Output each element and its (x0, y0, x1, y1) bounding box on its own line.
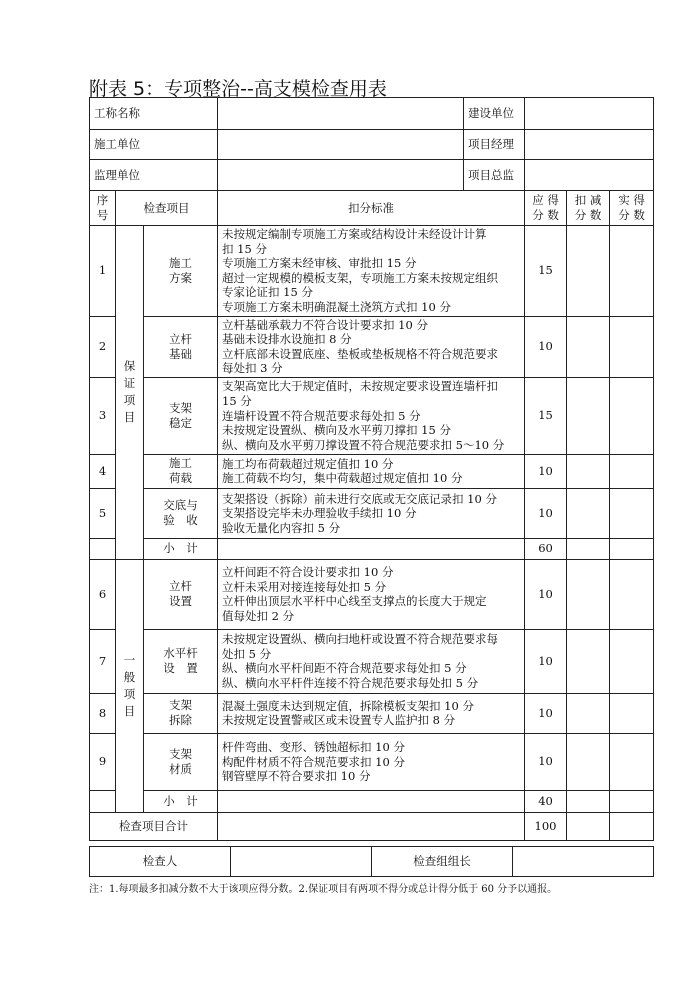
row-score: 10 (525, 488, 567, 538)
builder-label: 建设单位 (464, 98, 525, 130)
group-guarantee: 保 证 项 目 (116, 226, 144, 560)
row-score: 10 (525, 559, 567, 629)
subtotal-deduct-field[interactable] (567, 790, 610, 812)
row-item: 支架 拆除 (144, 693, 218, 733)
criteria-line: 值每处扣 2 分 (222, 609, 295, 624)
criteria-line: 未按规定设置纵、横向及水平剪刀撑扣 15 分 (222, 423, 451, 438)
row-item: 交底与 验 收 (144, 488, 218, 538)
footnote: 注：1.每项最多扣减分数不大于该项应得分数。2.保证项目有两项不得分或总计得分低于 60 分予以通报。 (89, 884, 558, 895)
criteria-line: 支架搭设（拆除）前未进行交底或无交底记录扣 10 分 (222, 491, 497, 506)
row-no: 2 (90, 316, 116, 377)
row-score: 10 (525, 316, 567, 377)
table-row (90, 316, 654, 377)
team-leader-field[interactable] (513, 847, 654, 877)
criteria-line: 立杆未采用对接连接每处扣 5 分 (222, 579, 387, 594)
row-score: 10 (525, 733, 567, 790)
row-criteria (218, 377, 525, 454)
criteria-line: 杆件弯曲、变形、锈蚀超标扣 10 分 (222, 740, 405, 755)
row-score: 10 (525, 454, 567, 488)
row-item: 支架 稳定 (144, 377, 218, 454)
criteria-line: 扣 15 分 (222, 241, 267, 256)
row-score: 10 (525, 693, 567, 733)
empty-cell (90, 538, 116, 559)
subtotal-label: 小 计 (144, 538, 218, 559)
page-title: 附表 5：专项整治--高支模检查用表 (89, 78, 387, 100)
criteria-line: 未按规定编制专项施工方案或结构设计未经设计计算 (222, 227, 487, 241)
criteria-line: 15 分 (222, 394, 252, 409)
col-actual: 实 得 分 数 (610, 191, 654, 226)
subtotal-label: 小 计 (144, 790, 218, 812)
criteria-line: 每处扣 3 分 (222, 361, 283, 376)
subtotal-row (90, 790, 654, 812)
col-criteria: 扣分标准 (218, 191, 525, 226)
criteria-line: 立杆间距不符合设计要求扣 10 分 (222, 565, 394, 580)
chief-field[interactable] (525, 160, 654, 191)
criteria-line: 纵、横向水平杆件连接不符合规范要求每处扣 5 分 (222, 676, 479, 691)
row-actual-field[interactable] (610, 454, 654, 488)
inspector-field[interactable] (231, 847, 372, 877)
criteria-line: 钢管壁厚不符合要求扣 10 分 (222, 769, 371, 784)
signature-table (89, 846, 654, 877)
row-criteria (218, 693, 525, 733)
builder-field[interactable] (525, 98, 654, 130)
supervisor-label: 监理单位 (90, 160, 218, 191)
table-row (90, 377, 654, 454)
row-no: 5 (90, 488, 116, 538)
supervisor-field[interactable] (218, 160, 464, 191)
row-criteria (218, 316, 525, 377)
empty-cell (218, 812, 525, 840)
subtotal-value: 60 (525, 538, 567, 559)
row-criteria (218, 629, 525, 693)
subtotal-deduct-field[interactable] (567, 538, 610, 559)
row-item: 支架 材质 (144, 733, 218, 790)
row-actual-field[interactable] (610, 377, 654, 454)
row-deduct-field[interactable] (567, 693, 610, 733)
group-general: 一 般 项 目 (116, 559, 144, 812)
row-criteria (218, 226, 525, 317)
empty-cell (218, 790, 525, 812)
criteria-line: 纵、横向及水平剪刀撑设置不符合规范要求扣 5～10 分 (222, 437, 505, 452)
team-leader-label: 检查组组长 (372, 847, 513, 877)
project-name-label: 工称名称 (90, 98, 218, 130)
row-item: 立杆 设置 (144, 559, 218, 629)
row-deduct-field[interactable] (567, 377, 610, 454)
row-item: 立杆 基础 (144, 316, 218, 377)
criteria-line: 纵、横向水平杆间距不符合规范要求每处扣 5 分 (222, 661, 467, 676)
subtotal-row (90, 538, 654, 559)
col-no: 序 号 (90, 191, 116, 226)
row-score: 15 (525, 226, 567, 317)
row-actual-field[interactable] (610, 226, 654, 317)
row-no: 4 (90, 454, 116, 488)
criteria-line: 验收无量化内容扣 5 分 (222, 520, 341, 535)
col-due: 应 得 分 数 (525, 191, 567, 226)
row-no: 9 (90, 733, 116, 790)
subtotal-actual-field[interactable] (610, 538, 654, 559)
total-actual-field[interactable] (610, 812, 654, 840)
criteria-line: 连墙杆设置不符合规范要求每处扣 5 分 (222, 408, 421, 423)
criteria-line: 混凝土强度未达到规定值，拆除模板支架扣 10 分 (222, 698, 474, 713)
table-row (90, 559, 654, 629)
row-actual-field[interactable] (610, 488, 654, 538)
row-actual-field[interactable] (610, 629, 654, 693)
inspection-table (89, 97, 654, 841)
manager-field[interactable] (525, 130, 654, 160)
row-deduct-field[interactable] (567, 226, 610, 317)
criteria-line: 专项施工方案未明确混凝土浇筑方式扣 10 分 (222, 299, 451, 314)
table-row (90, 226, 654, 317)
table-row (90, 629, 654, 693)
criteria-line: 未按规定设置纵、横向扫地杆或设置不符合规范要求每 (222, 632, 499, 647)
row-deduct-field[interactable] (567, 316, 610, 377)
row-criteria (218, 454, 525, 488)
table-row (90, 488, 654, 538)
criteria-line: 超过一定规模的模板支架，专项施工方案未按规定组织 (222, 270, 499, 285)
row-criteria (218, 733, 525, 790)
row-actual-field[interactable] (610, 693, 654, 733)
row-actual-field[interactable] (610, 559, 654, 629)
row-item: 施工 荷载 (144, 454, 218, 488)
inspector-label: 检查人 (90, 847, 231, 877)
row-no: 8 (90, 693, 116, 733)
criteria-line: 施工均布荷载超过规定值扣 10 分 (222, 456, 394, 471)
criteria-line: 专项施工方案未经审核、审批扣 15 分 (222, 256, 417, 271)
manager-label: 项目经理 (464, 130, 525, 160)
row-no: 3 (90, 377, 116, 454)
row-no: 7 (90, 629, 116, 693)
criteria-line: 构配件材质不符合规范要求扣 10 分 (222, 754, 405, 769)
chief-label: 项目总监 (464, 160, 525, 191)
col-item: 检查项目 (116, 191, 218, 226)
subtotal-actual-field[interactable] (610, 790, 654, 812)
row-no: 1 (90, 226, 116, 317)
contractor-field[interactable] (218, 130, 464, 160)
total-value: 100 (525, 812, 567, 840)
row-criteria (218, 559, 525, 629)
total-row (90, 812, 654, 840)
row-deduct-field[interactable] (567, 629, 610, 693)
row-deduct-field[interactable] (567, 488, 610, 538)
criteria-line: 支架高宽比大于规定值时，未按规定要求设置连墙杆扣 (222, 379, 499, 394)
row-criteria (218, 488, 525, 538)
empty-cell (218, 538, 525, 559)
row-actual-field[interactable] (610, 316, 654, 377)
empty-cell (90, 790, 116, 812)
criteria-line: 处扣 5 分 (222, 646, 272, 661)
criteria-line: 支架搭设完毕未办理验收手续扣 10 分 (222, 506, 417, 521)
row-item: 施工 方案 (144, 226, 218, 317)
row-score: 10 (525, 629, 567, 693)
criteria-line: 未按规定设置警戒区或未设置专人监护扣 8 分 (222, 713, 456, 728)
row-actual-field[interactable] (610, 733, 654, 790)
criteria-line: 专家论证扣 15 分 (222, 285, 313, 300)
criteria-line: 立杆基础承载力不符合设计要求扣 10 分 (222, 317, 428, 332)
criteria-line: 立杆底部未设置底座、垫板或垫板规格不符合规范要求 (222, 346, 499, 361)
project-name-field[interactable] (218, 98, 464, 130)
table-row (90, 693, 654, 733)
criteria-line: 基础未设排水设施扣 8 分 (222, 332, 352, 347)
contractor-label: 施工单位 (90, 130, 218, 160)
total-deduct-field[interactable] (567, 812, 610, 840)
col-deduct: 扣 减 分 数 (567, 191, 610, 226)
table-row (90, 733, 654, 790)
row-deduct-field[interactable] (567, 559, 610, 629)
row-deduct-field[interactable] (567, 454, 610, 488)
criteria-line: 立杆伸出顶层水平杆中心线至支撑点的长度大于规定 (222, 594, 487, 609)
criteria-line: 施工荷载不均匀，集中荷载超过规定值扣 10 分 (222, 471, 463, 486)
row-item: 水平杆 设 置 (144, 629, 218, 693)
total-label: 检查项目合计 (90, 812, 218, 840)
subtotal-value: 40 (525, 790, 567, 812)
row-no: 6 (90, 559, 116, 629)
table-row (90, 454, 654, 488)
row-score: 15 (525, 377, 567, 454)
row-deduct-field[interactable] (567, 733, 610, 790)
